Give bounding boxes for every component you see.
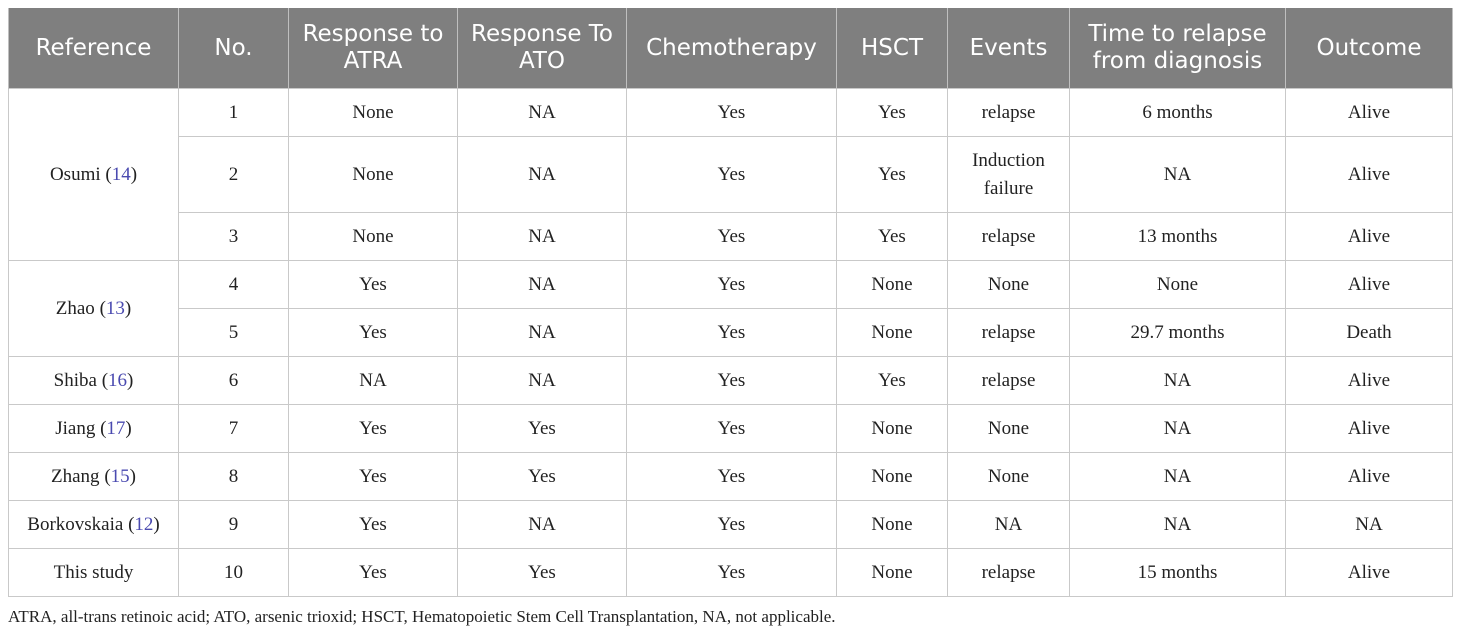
outcome-cell: Alive — [1286, 357, 1453, 405]
response-ato-cell: NA — [458, 309, 627, 357]
hsct-cell: Yes — [837, 213, 948, 261]
table-row — [9, 261, 1453, 309]
case-number-cell: 7 — [179, 405, 289, 453]
case-number-cell: 1 — [179, 89, 289, 137]
outcome-cell: Alive — [1286, 453, 1453, 501]
hsct-cell: None — [837, 501, 948, 549]
response-atra-cell: None — [289, 213, 458, 261]
events-cell: NA — [948, 501, 1070, 549]
case-number-cell: 9 — [179, 501, 289, 549]
table-row — [9, 405, 1453, 453]
table-row — [9, 549, 1453, 597]
case-number-cell: 3 — [179, 213, 289, 261]
hsct-cell: Yes — [837, 137, 948, 213]
response-atra-cell: Yes — [289, 549, 458, 597]
hsct-cell: None — [837, 549, 948, 597]
reference-citation-link[interactable]: 14 — [111, 163, 131, 185]
chemotherapy-cell: Yes — [627, 261, 837, 309]
response-atra-cell: None — [289, 137, 458, 213]
case-number-cell: 5 — [179, 309, 289, 357]
table-container — [8, 8, 1452, 597]
chemotherapy-cell: Yes — [627, 501, 837, 549]
time-to-relapse-cell: NA — [1070, 137, 1286, 213]
column-header-chemotherapy: Chemotherapy — [627, 8, 837, 89]
reference-cell: Osumi (14) — [9, 89, 179, 261]
response-ato-cell: Yes — [458, 549, 627, 597]
time-to-relapse-cell: NA — [1070, 405, 1286, 453]
header-row — [9, 8, 1453, 89]
hsct-cell: None — [837, 309, 948, 357]
hsct-cell: None — [837, 453, 948, 501]
reference-author: Zhang — [51, 465, 100, 487]
events-cell: relapse — [948, 309, 1070, 357]
chemotherapy-cell: Yes — [627, 453, 837, 501]
time-to-relapse-cell: NA — [1070, 357, 1286, 405]
reference-cell: Borkovskaia (12) — [9, 501, 179, 549]
outcome-cell: Alive — [1286, 549, 1453, 597]
time-to-relapse-cell: NA — [1070, 501, 1286, 549]
response-ato-cell: Yes — [458, 405, 627, 453]
outcome-cell: Alive — [1286, 405, 1453, 453]
reference-author: Zhao — [55, 297, 95, 319]
events-cell: None — [948, 405, 1070, 453]
table-row — [9, 89, 1453, 137]
reference-citation-link[interactable]: 16 — [108, 369, 128, 391]
chemotherapy-cell: Yes — [627, 213, 837, 261]
events-cell: None — [948, 261, 1070, 309]
outcome-cell: Death — [1286, 309, 1453, 357]
table-row — [9, 357, 1453, 405]
chemotherapy-cell: Yes — [627, 309, 837, 357]
response-ato-cell: NA — [458, 261, 627, 309]
chemotherapy-cell: Yes — [627, 405, 837, 453]
column-header-events: Events — [948, 8, 1070, 89]
response-atra-cell: Yes — [289, 453, 458, 501]
column-header-no: No. — [179, 8, 289, 89]
table-header — [9, 8, 1453, 89]
time-to-relapse-cell: NA — [1070, 453, 1286, 501]
events-cell: Induction failure — [948, 137, 1070, 213]
reference-author: This study — [53, 561, 134, 583]
case-number-cell: 6 — [179, 357, 289, 405]
time-to-relapse-cell: 13 months — [1070, 213, 1286, 261]
chemotherapy-cell: Yes — [627, 357, 837, 405]
column-header-response-atra: Response to ATRA — [289, 8, 458, 89]
table-row — [9, 137, 1453, 213]
case-number-cell: 8 — [179, 453, 289, 501]
table-row — [9, 453, 1453, 501]
events-cell: relapse — [948, 213, 1070, 261]
table-body — [9, 89, 1453, 597]
response-ato-cell: NA — [458, 501, 627, 549]
time-to-relapse-cell: 15 months — [1070, 549, 1286, 597]
chemotherapy-cell: Yes — [627, 137, 837, 213]
reference-citation-link[interactable]: 12 — [134, 513, 154, 535]
reference-cell: Shiba (16) — [9, 357, 179, 405]
column-header-reference: Reference — [9, 8, 179, 89]
table-row — [9, 309, 1453, 357]
reference-author: Jiang — [55, 417, 96, 439]
outcome-cell: NA — [1286, 501, 1453, 549]
response-ato-cell: NA — [458, 213, 627, 261]
case-number-cell: 2 — [179, 137, 289, 213]
hsct-cell: Yes — [837, 357, 948, 405]
column-header-response-ato: Response To ATO — [458, 8, 627, 89]
response-atra-cell: Yes — [289, 501, 458, 549]
table-row — [9, 213, 1453, 261]
outcome-cell: Alive — [1286, 261, 1453, 309]
outcome-cell: Alive — [1286, 213, 1453, 261]
column-header-time-to-relapse: Time to relapse from diagnosis — [1070, 8, 1286, 89]
hsct-cell: Yes — [837, 89, 948, 137]
outcome-cell: Alive — [1286, 137, 1453, 213]
table-footnote: ATRA, all-trans retinoic acid; ATO, arsenic trioxid; HSCT, Hematopoietic Stem Cell Transplantation, NA, not applicable. — [8, 607, 836, 626]
reference-cell: Zhao (13) — [9, 261, 179, 357]
outcome-cell: Alive — [1286, 89, 1453, 137]
table-row — [9, 501, 1453, 549]
reference-citation-link[interactable]: 15 — [110, 465, 130, 487]
hsct-cell: None — [837, 261, 948, 309]
events-cell: None — [948, 453, 1070, 501]
response-atra-cell: None — [289, 89, 458, 137]
column-header-hsct: HSCT — [837, 8, 948, 89]
reference-citation-link[interactable]: 13 — [105, 297, 125, 319]
chemotherapy-cell: Yes — [627, 89, 837, 137]
events-cell: relapse — [948, 549, 1070, 597]
response-atra-cell: Yes — [289, 261, 458, 309]
case-number-cell: 4 — [179, 261, 289, 309]
time-to-relapse-cell: None — [1070, 261, 1286, 309]
reference-author: Osumi — [49, 163, 101, 185]
case-number-cell: 10 — [179, 549, 289, 597]
case-comparison-table — [8, 8, 1453, 597]
response-atra-cell: Yes — [289, 405, 458, 453]
response-ato-cell: Yes — [458, 453, 627, 501]
events-cell: relapse — [948, 357, 1070, 405]
response-atra-cell: NA — [289, 357, 458, 405]
hsct-cell: None — [837, 405, 948, 453]
time-to-relapse-cell: 6 months — [1070, 89, 1286, 137]
column-header-outcome: Outcome — [1286, 8, 1453, 89]
reference-cell: Jiang (17) — [9, 405, 179, 453]
reference-citation-link[interactable]: 17 — [106, 417, 126, 439]
reference-cell — [9, 549, 179, 597]
reference-cell: Zhang (15) — [9, 453, 179, 501]
time-to-relapse-cell: 29.7 months — [1070, 309, 1286, 357]
events-cell: relapse — [948, 89, 1070, 137]
response-ato-cell: NA — [458, 357, 627, 405]
chemotherapy-cell: Yes — [627, 549, 837, 597]
response-ato-cell: NA — [458, 89, 627, 137]
reference-author: Shiba — [53, 369, 97, 391]
reference-author: Borkovskaia — [27, 513, 124, 535]
response-atra-cell: Yes — [289, 309, 458, 357]
response-ato-cell: NA — [458, 137, 627, 213]
